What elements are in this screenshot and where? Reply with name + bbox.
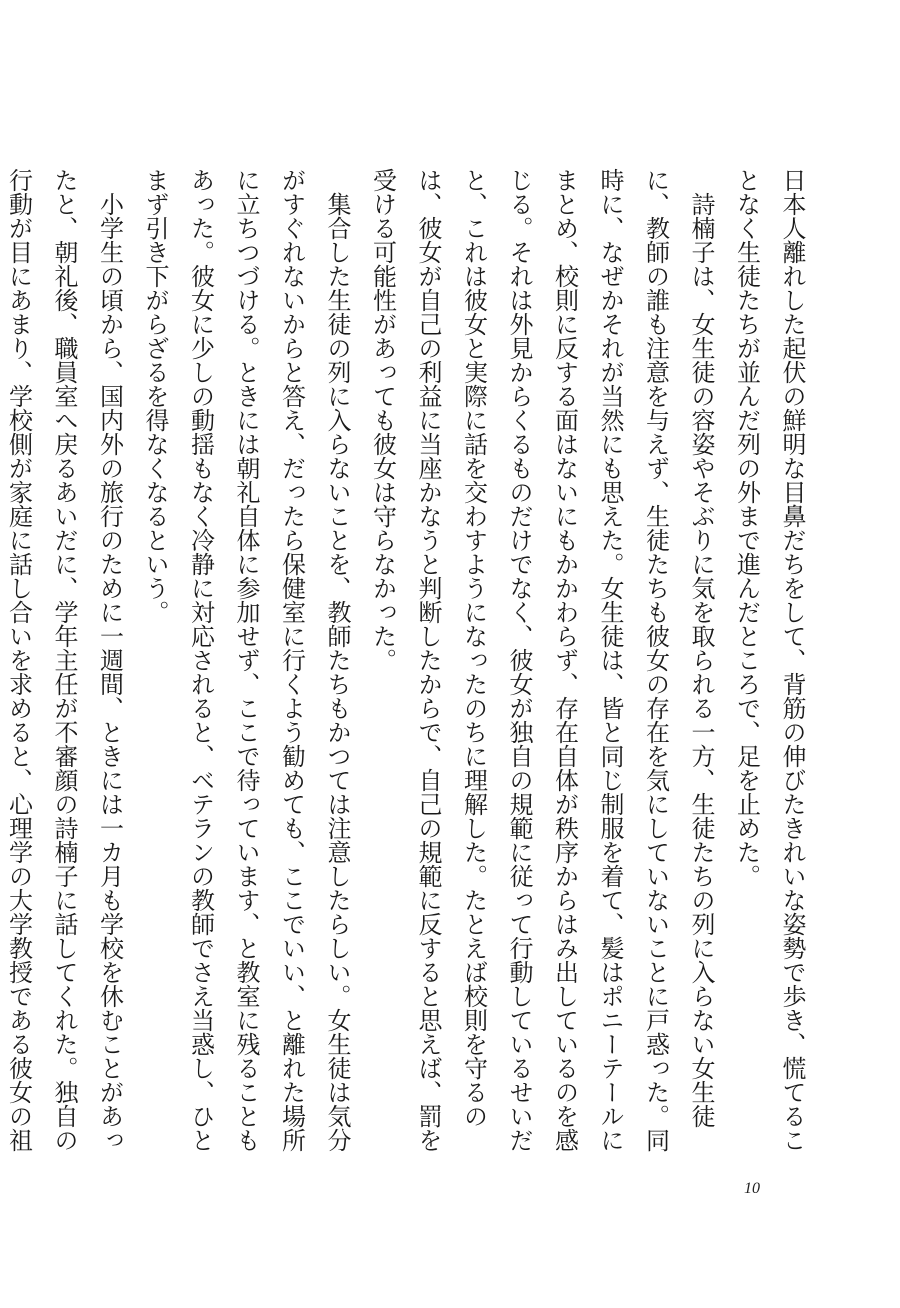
paragraph-3: 集合した生徒の列に入らないことを、教師たちもかつては注意したらしい。女生徒は気分がすぐれないからと答え、だったら保健室に行くよう勧めても、ここでいい、と離れた場所に立ちつづける。ときには朝礼自体に参加せず、ここで待っています、と教室に残ることもあった。彼女に少しの動揺もなく冷静に対応されると、ベテランの教師でさえ当惑し、ひとまず引き下がらざるを得なくなるという。	[141, 168, 351, 1152]
paragraph-2: 詩楠子は、女生徒の容姿やそぶりに気を取られる一方、生徒たちの列に入らない女生徒に、教師の誰も注意を与えず、生徒たちも彼女の存在を気にしていないことに戸惑った。同時に、なぜかそれが当然にも思えた。女生徒は、皆と同じ制服を着て、髪はポニーテールにまとめ、校則に反する面はないにもかかわらず、存在自体が秩序からはみ出しているのを感じる。それは外見からくるものだけでなく、彼女が独自の規範に従って行動しているせいだと、これは彼女と実際に話を交わすようになったのちに理解した。たとえば校則を守るのは、彼女が自己の利益に当座かなうと判断したからで、自己の規範に反すると思えば、罰を受ける可能性があっても彼女は守らなかった。	[368, 168, 715, 1152]
page-number: 10	[744, 1180, 760, 1197]
body-text	[4, 168, 814, 1168]
paragraph-4: 小学生の頃から、国内外の旅行のために一週間、ときには一カ月も学校を休むことがあったと、朝礼後、職員室へ戻るあいだに、学年主任が不審顔の詩楠子に話してくれた。独自の行動が目にあまり、学校側が家庭に話し合いを求めると、心理学の大学教授である彼女の祖	[4, 168, 124, 1152]
paragraph-1: 日本人離れした起伏の鮮明な目鼻だちをして、背筋の伸びたきれいな姿勢で歩き、慌てることなく生徒たちが並んだ列の外まで進んだところで、足を止めた。	[732, 168, 806, 1152]
